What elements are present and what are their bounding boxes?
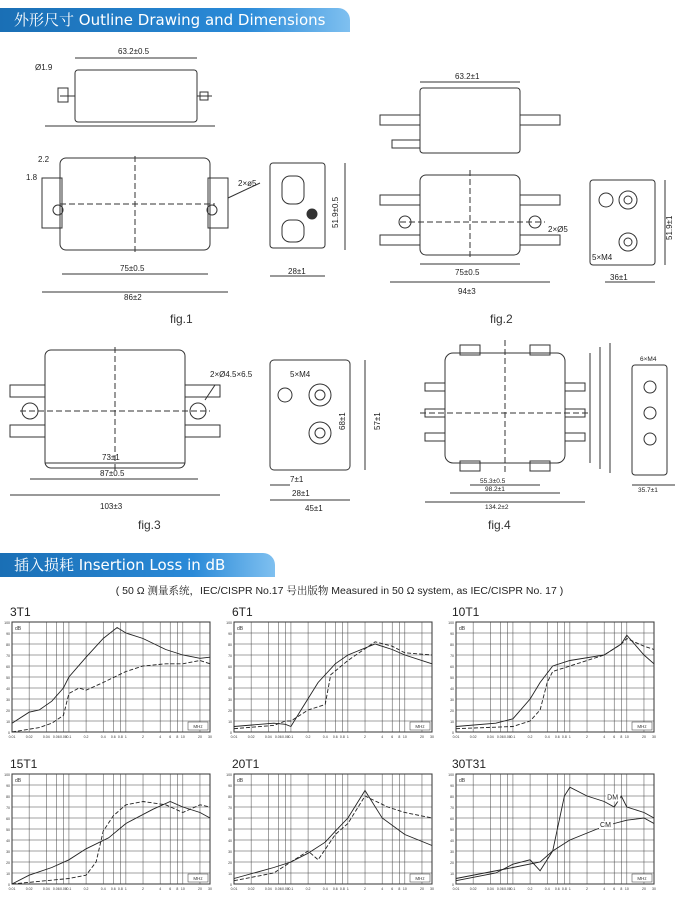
x-tick-label: 1: [124, 735, 127, 739]
x-tick-label: 8: [398, 887, 401, 891]
x-tick-label: 30: [208, 735, 212, 739]
y-tick-label: 70: [450, 806, 454, 810]
y-tick-label: 40: [450, 839, 454, 843]
y-tick-label: 90: [450, 632, 454, 636]
y-tick-label: 80: [450, 643, 454, 647]
y-tick-label: 30: [450, 698, 454, 702]
fig3-drawing: [0, 345, 390, 515]
fig4-dim-terminals: 6×M4: [640, 356, 657, 363]
y-tick-label: 70: [450, 654, 454, 658]
x-tick-label: 0.01: [8, 887, 16, 891]
y-tick-label: 0: [230, 731, 232, 735]
series-label: CM: [600, 822, 611, 829]
fig3-dim-overall-width: 103±3: [100, 502, 123, 511]
x-tick-label: 0.8: [117, 887, 123, 891]
x-axis-label: MHz: [637, 876, 647, 881]
x-tick-label: 0.06: [274, 887, 282, 891]
outline-section-title: 外形尺寸 Outline Drawing and Dimensions (m: [14, 11, 326, 54]
y-tick-label: 70: [228, 806, 232, 810]
x-tick-label: 0.1: [66, 887, 72, 891]
x-tick-label: 6: [169, 735, 172, 739]
fig3-dim-terminal-spacing: 68±1: [338, 412, 347, 430]
x-tick-label: 30: [652, 735, 656, 739]
x-tick-label: 30: [208, 887, 212, 891]
x-tick-label: 0.04: [264, 735, 272, 739]
x-tick-label: 2: [364, 735, 367, 739]
x-tick-label: 10: [180, 735, 185, 739]
x-tick-label: 0.1: [510, 735, 516, 739]
x-tick-label: 0.4: [322, 735, 328, 739]
loss-section-banner: [0, 553, 275, 577]
fig2-dim-depth: 36±1: [610, 273, 628, 282]
fig4-dim-overall-width: 134.2±2: [485, 504, 509, 511]
y-tick-label: 10: [450, 720, 454, 724]
x-tick-label: 0.6: [554, 735, 560, 739]
y-tick-label: 90: [228, 632, 232, 636]
x-tick-label: 2: [142, 887, 145, 891]
x-tick-label: 0.4: [100, 887, 106, 891]
x-tick-label: 8: [176, 887, 179, 891]
y-tick-label: 0: [8, 883, 10, 887]
x-tick-label: 20: [642, 735, 646, 739]
y-tick-label: 30: [228, 698, 232, 702]
y-tick-label: 90: [6, 632, 10, 636]
y-tick-label: 30: [6, 850, 10, 854]
y-tick-label: 60: [450, 817, 454, 821]
x-tick-label: 0.2: [305, 735, 311, 739]
y-tick-label: 40: [6, 839, 10, 843]
y-axis-label: dB: [237, 778, 244, 784]
x-tick-label: 20: [420, 735, 424, 739]
y-tick-label: 40: [6, 687, 10, 691]
y-tick-label: 100: [448, 773, 454, 777]
chart-title-20t1: 20T1: [232, 757, 260, 771]
x-tick-label: 0.08: [504, 887, 511, 891]
x-tick-label: 0.6: [110, 735, 116, 739]
x-tick-label: 4: [159, 735, 162, 739]
y-tick-label: 20: [6, 709, 10, 713]
x-tick-label: 0.6: [332, 887, 338, 891]
insertion-loss-chart-6t1: [224, 620, 439, 750]
y-tick-label: 20: [228, 861, 232, 865]
chart-title-6t1: 6T1: [232, 605, 253, 619]
x-tick-label: 0.6: [332, 735, 338, 739]
y-tick-label: 40: [228, 687, 232, 691]
y-tick-label: 70: [228, 654, 232, 658]
x-tick-label: 6: [613, 887, 616, 891]
y-tick-label: 70: [6, 806, 10, 810]
fig3-dim-mount-span: 87±0.5: [100, 469, 125, 478]
x-tick-label: 0.8: [117, 735, 123, 739]
y-axis-label: dB: [15, 778, 22, 784]
y-tick-label: 100: [226, 773, 232, 777]
x-tick-label: 0.01: [8, 735, 16, 739]
x-tick-label: 20: [642, 887, 646, 891]
insertion-loss-chart-20t1: [224, 772, 439, 902]
fig1-dim-height: 51.9±0.5: [331, 196, 340, 228]
y-tick-label: 80: [6, 795, 10, 799]
x-tick-label: 2: [586, 887, 589, 891]
y-tick-label: 0: [452, 731, 454, 735]
x-tick-label: 0.02: [247, 735, 255, 739]
x-tick-label: 0.08: [282, 735, 289, 739]
x-tick-label: 0.2: [305, 887, 311, 891]
x-tick-label: 0.8: [339, 887, 345, 891]
y-tick-label: 90: [450, 784, 454, 788]
x-tick-label: 0.1: [288, 735, 294, 739]
fig4-drawing: [400, 335, 679, 515]
fig2-dim-mount-span: 75±0.5: [455, 268, 480, 277]
x-tick-label: 8: [176, 735, 179, 739]
x-tick-label: 0.02: [25, 735, 33, 739]
x-tick-label: 0.06: [52, 735, 60, 739]
x-tick-label: 2: [364, 887, 367, 891]
fig1-drawing: [0, 38, 360, 308]
insertion-loss-chart-30t31: [446, 772, 661, 902]
y-tick-label: 70: [6, 654, 10, 658]
x-tick-label: 0.4: [322, 887, 328, 891]
fig2-dim-top-width: 63.2±1: [455, 72, 480, 81]
x-tick-label: 1: [568, 887, 571, 891]
x-tick-label: 0.02: [25, 887, 33, 891]
x-tick-label: 0.01: [230, 735, 238, 739]
y-tick-label: 100: [226, 621, 232, 625]
x-tick-label: 0.04: [486, 735, 494, 739]
x-tick-label: 0.2: [527, 735, 533, 739]
x-tick-label: 0.8: [561, 735, 567, 739]
fig3-dim-inner-depth: 28±1: [292, 489, 310, 498]
y-tick-label: 60: [6, 665, 10, 669]
x-tick-label: 0.6: [110, 887, 116, 891]
fig2-drawing: [370, 70, 675, 305]
x-tick-label: 0.1: [66, 735, 72, 739]
x-tick-label: 2: [586, 735, 589, 739]
x-tick-label: 4: [381, 735, 384, 739]
x-tick-label: 4: [159, 887, 162, 891]
x-tick-label: 0.8: [339, 735, 345, 739]
y-tick-label: 100: [448, 621, 454, 625]
x-tick-label: 30: [652, 887, 656, 891]
fig2-caption: fig.2: [490, 312, 513, 326]
x-tick-label: 10: [402, 887, 407, 891]
y-tick-label: 60: [450, 665, 454, 669]
x-tick-label: 0.08: [504, 735, 511, 739]
y-tick-label: 50: [228, 676, 232, 680]
y-tick-label: 60: [228, 817, 232, 821]
x-tick-label: 8: [620, 887, 623, 891]
fig4-dim-body-width: 98.2±1: [485, 486, 505, 493]
x-tick-label: 20: [198, 735, 202, 739]
chart-title-15t1: 15T1: [10, 757, 38, 771]
fig4-caption: fig.4: [488, 518, 511, 532]
insertion-loss-chart-10t1: [446, 620, 661, 750]
y-tick-label: 40: [228, 839, 232, 843]
y-tick-label: 0: [452, 883, 454, 887]
x-tick-label: 8: [398, 735, 401, 739]
fig2-dim-mount-holes: 2×Ø5: [548, 225, 568, 234]
fig3-dim-terminals: 5×M4: [290, 370, 311, 379]
y-tick-label: 80: [228, 795, 232, 799]
x-tick-label: 0.2: [527, 887, 533, 891]
fig1-dim-top-width: 63.2±0.5: [118, 47, 150, 56]
y-tick-label: 90: [6, 784, 10, 788]
x-tick-label: 0.08: [60, 735, 67, 739]
fig2-dim-overall-width: 94±3: [458, 287, 476, 296]
fig4-dim-mount-span: 55.3±0.5: [480, 478, 506, 485]
fig1-dim-mount-holes: 2×ø5: [238, 179, 257, 188]
x-tick-label: 0.1: [288, 887, 294, 891]
y-tick-label: 80: [6, 643, 10, 647]
x-tick-label: 0.4: [544, 735, 550, 739]
x-tick-label: 0.01: [452, 887, 460, 891]
chart-title-30t31: 30T31: [452, 757, 487, 771]
x-tick-label: 0.01: [452, 735, 460, 739]
y-axis-label: dB: [459, 778, 466, 784]
y-tick-label: 10: [6, 720, 10, 724]
x-tick-label: 30: [430, 735, 434, 739]
y-tick-label: 80: [228, 643, 232, 647]
x-tick-label: 1: [568, 735, 571, 739]
x-tick-label: 6: [169, 887, 172, 891]
y-tick-label: 10: [450, 872, 454, 876]
x-tick-label: 0.04: [486, 887, 494, 891]
x-tick-label: 10: [624, 735, 629, 739]
fig3-dim-depth: 45±1: [305, 504, 323, 513]
x-tick-label: 4: [603, 735, 606, 739]
x-tick-label: 0.06: [274, 735, 282, 739]
x-tick-label: 2: [142, 735, 145, 739]
y-axis-label: dB: [15, 626, 22, 632]
x-tick-label: 10: [180, 887, 185, 891]
x-tick-label: 0.04: [264, 887, 272, 891]
y-tick-label: 20: [450, 861, 454, 865]
x-tick-label: 0.6: [554, 887, 560, 891]
x-tick-label: 0.08: [60, 887, 67, 891]
x-tick-label: 0.8: [561, 887, 567, 891]
y-tick-label: 30: [450, 850, 454, 854]
loss-section-title: 插入损耗 Insertion Loss in dB: [14, 556, 226, 574]
x-tick-label: 0.06: [496, 887, 504, 891]
x-tick-label: 0.08: [282, 887, 289, 891]
x-tick-label: 0.02: [469, 887, 477, 891]
x-tick-label: 0.2: [83, 735, 89, 739]
y-tick-label: 60: [228, 665, 232, 669]
y-tick-label: 10: [228, 872, 232, 876]
x-tick-label: 0.02: [247, 887, 255, 891]
fig2-dim-height: 51.9±1: [665, 215, 674, 240]
y-tick-label: 50: [6, 676, 10, 680]
x-tick-label: 1: [346, 735, 349, 739]
fig1-dim-hole: Ø1.9: [35, 63, 53, 72]
fig3-dim-body-width: 73±1: [102, 453, 120, 462]
y-axis-label: dB: [459, 626, 466, 632]
y-tick-label: 30: [6, 698, 10, 702]
x-axis-label: MHz: [415, 876, 425, 881]
x-tick-label: 8: [620, 735, 623, 739]
x-tick-label: 0.4: [100, 735, 106, 739]
y-tick-label: 50: [228, 828, 232, 832]
y-tick-label: 50: [6, 828, 10, 832]
fig1-dim-tab-height: 1.8: [26, 173, 38, 182]
y-tick-label: 0: [8, 731, 10, 735]
y-tick-label: 10: [6, 872, 10, 876]
y-tick-label: 90: [228, 784, 232, 788]
x-tick-label: 20: [198, 887, 202, 891]
y-tick-label: 20: [228, 709, 232, 713]
y-tick-label: 30: [228, 850, 232, 854]
fig3-dim-terminal-offset: 7±1: [290, 475, 304, 484]
x-tick-label: 1: [124, 887, 127, 891]
x-tick-label: 0.2: [83, 887, 89, 891]
y-tick-label: 10: [228, 720, 232, 724]
x-tick-label: 4: [381, 887, 384, 891]
x-tick-label: 0.06: [496, 735, 504, 739]
chart-title-10t1: 10T1: [452, 605, 480, 619]
x-tick-label: 10: [402, 735, 407, 739]
x-tick-label: 0.1: [510, 887, 516, 891]
x-tick-label: 0.4: [544, 887, 550, 891]
insertion-loss-chart-15t1: [2, 772, 217, 902]
fig1-dim-tab-width: 2.2: [38, 155, 50, 164]
fig1-dim-depth: 28±1: [288, 267, 306, 276]
x-tick-label: 0.01: [230, 887, 238, 891]
x-tick-label: 4: [603, 887, 606, 891]
x-tick-label: 0.02: [469, 735, 477, 739]
y-tick-label: 40: [450, 687, 454, 691]
x-axis-label: MHz: [415, 724, 425, 729]
x-axis-label: MHz: [193, 724, 203, 729]
y-tick-label: 0: [230, 883, 232, 887]
loss-subtitle: ( 50 Ω 测量系统，IEC/CISPR No.17 号出版物 Measured in 50 Ω system, as IEC/CISPR No. 17 ): [115, 585, 564, 597]
fig3-caption: fig.3: [138, 518, 161, 532]
fig3-dim-mount-slots: 2×Ø4.5×6.5: [210, 370, 253, 379]
x-tick-label: 1: [346, 887, 349, 891]
fig2-dim-terminals: 5×M4: [592, 253, 613, 262]
y-tick-label: 60: [6, 817, 10, 821]
x-tick-label: 6: [613, 735, 616, 739]
y-tick-label: 80: [450, 795, 454, 799]
x-tick-label: 0.04: [42, 735, 50, 739]
fig3-dim-height: 57±1: [373, 412, 382, 430]
fig1-dim-mount-span: 75±0.5: [120, 264, 145, 273]
y-tick-label: 50: [450, 676, 454, 680]
x-tick-label: 30: [430, 887, 434, 891]
y-tick-label: 100: [4, 621, 10, 625]
chart-title-3t1: 3T1: [10, 605, 31, 619]
y-tick-label: 20: [6, 861, 10, 865]
x-tick-label: 20: [420, 887, 424, 891]
x-axis-label: MHz: [637, 724, 647, 729]
y-tick-label: 100: [4, 773, 10, 777]
y-axis-label: dB: [237, 626, 244, 632]
x-tick-label: 0.06: [52, 887, 60, 891]
fig1-dim-overall-width: 86±2: [124, 293, 142, 302]
x-tick-label: 10: [624, 887, 629, 891]
y-tick-label: 20: [450, 709, 454, 713]
insertion-loss-chart-3t1: [2, 620, 217, 750]
x-axis-label: MHz: [193, 876, 203, 881]
y-tick-label: 50: [450, 828, 454, 832]
fig4-dim-depth: 35.7±1: [638, 487, 658, 494]
x-tick-label: 6: [391, 887, 394, 891]
x-tick-label: 0.04: [42, 887, 50, 891]
fig1-caption: fig.1: [170, 312, 193, 326]
series-label: DM: [607, 794, 619, 802]
x-tick-label: 6: [391, 735, 394, 739]
